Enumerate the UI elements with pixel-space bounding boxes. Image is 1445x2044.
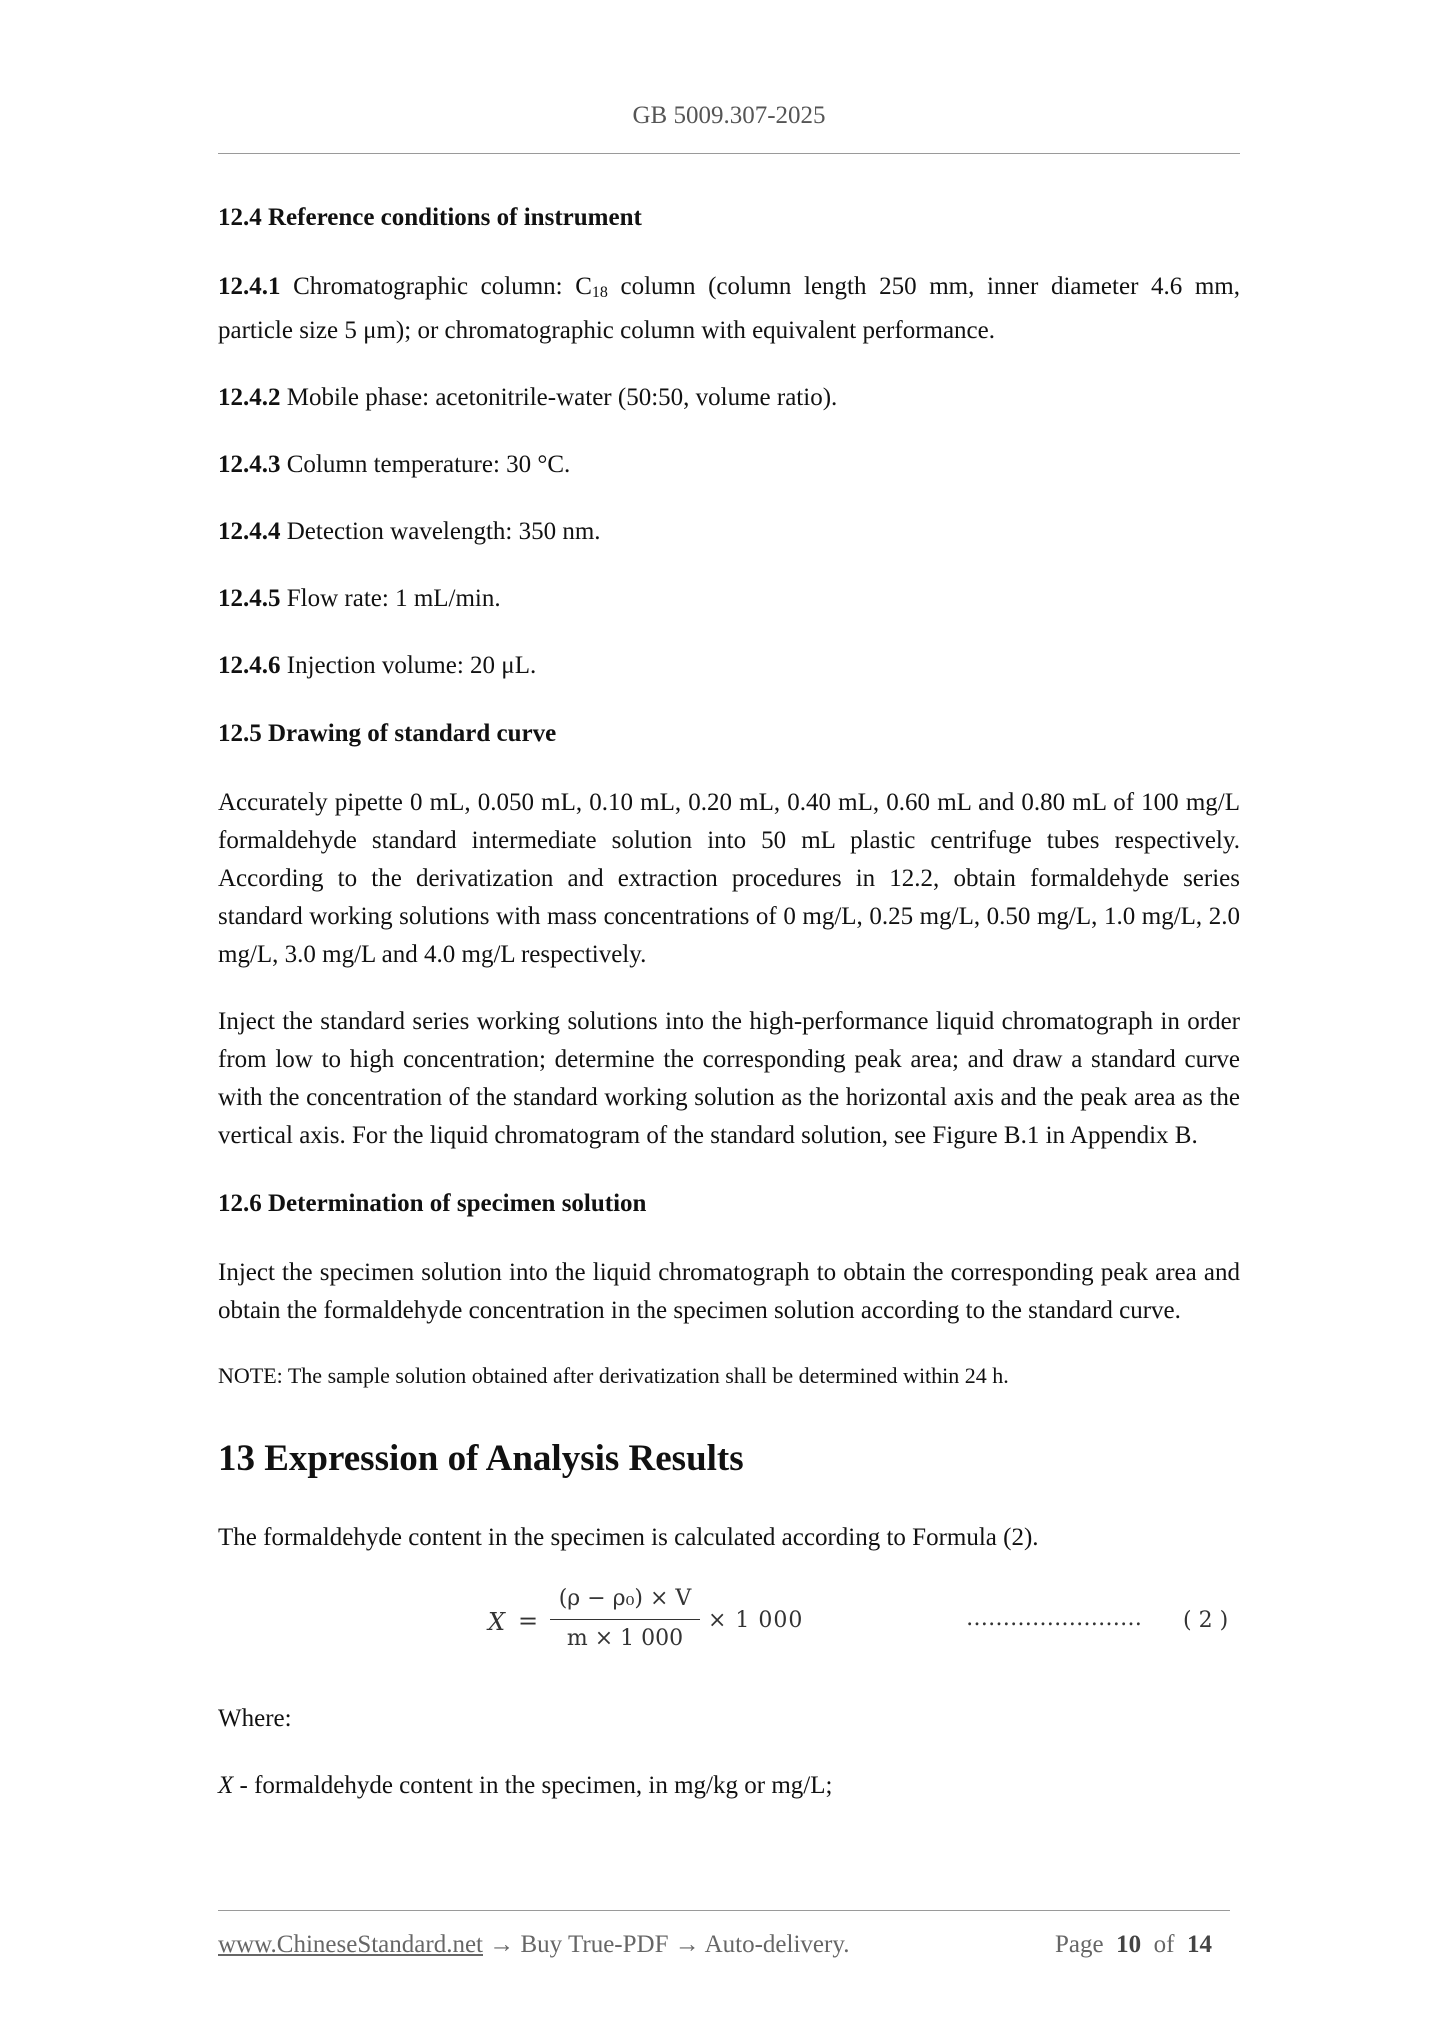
item-number: 12.4.6 bbox=[218, 652, 281, 679]
page-total: 14 bbox=[1186, 1931, 1212, 1958]
formula-number: ( 2 ) bbox=[1183, 1608, 1229, 1633]
of-label: of bbox=[1153, 1931, 1175, 1958]
item-text: Detection wavelength: 350 nm. bbox=[280, 518, 601, 545]
promo-text: → Buy True-PDF → Auto-delivery. bbox=[483, 1931, 850, 1958]
item-12-4-6 bbox=[218, 647, 1240, 685]
item-number: 12.4.4 bbox=[218, 518, 281, 545]
item-text: Mobile phase: acetonitrile-water (50:50, volume ratio). bbox=[280, 384, 838, 411]
section-12-6-heading: 12.6 Determination of specimen solution bbox=[218, 1190, 647, 1217]
variable-definition bbox=[218, 1767, 1240, 1805]
document-id-header: GB 5009.307-2025 bbox=[632, 102, 826, 129]
item-12-4-1 bbox=[218, 268, 1240, 350]
paragraph: Inject the specimen solution into the liquid chromatograph to obtain the corresponding peak area and obtain the formaldehyde concentration in the specimen solution according to the standard curve. bbox=[218, 1259, 1240, 1324]
formula-2 bbox=[218, 1586, 1240, 1672]
formula-denominator: m × 1 000 bbox=[566, 1626, 684, 1651]
paragraph: Inject the standard series working solutions into the high-performance liquid chromatograph in order from low to high concentration; determine the corresponding peak area; and draw a standard curve with the concentration of the standard working solution as the horizontal axis and the peak area as the vertical axis. For the liquid chromatogram of the standard solution, see Figure B.1 in Appendix B. bbox=[218, 1008, 1240, 1149]
subscript: 18 bbox=[591, 284, 608, 301]
item-number: 12.4.5 bbox=[218, 585, 281, 612]
paragraph: Accurately pipette 0 mL, 0.050 mL, 0.10 mL, 0.20 mL, 0.40 mL, 0.60 mL and 0.80 mL of 100 mg/L formaldehyde standard intermediate solution into 50 mL plastic centrifuge tubes respectively. According to the derivatization and extraction procedures in 12.2, obtain formaldehyde series standard working solutions with mass concentrations of 0 mg/L, 0.25 mg/L, 0.50 mg/L, 1.0 mg/L, 2.0 mg/L, 3.0 mg/L and 4.0 mg/L respectively. bbox=[218, 789, 1240, 968]
section-12-5-heading: 12.5 Drawing of standard curve bbox=[218, 720, 557, 747]
item-text: Flow rate: 1 mL/min. bbox=[280, 585, 501, 612]
variable-symbol: X bbox=[218, 1772, 234, 1799]
item-12-4-4 bbox=[218, 513, 1240, 551]
section-13-heading: 13 Expression of Analysis Results bbox=[218, 1438, 744, 1479]
page-indicator bbox=[1055, 1931, 1212, 1959]
formula-leader-dots: …………………… bbox=[966, 1606, 1142, 1631]
footer-promo bbox=[218, 1931, 849, 1959]
item-number: 12.4.1 bbox=[218, 273, 281, 300]
note: NOTE: The sample solution obtained after derivatization shall be determined within 24 h. bbox=[218, 1363, 1009, 1388]
where-label: Where: bbox=[218, 1705, 292, 1732]
item-12-4-2 bbox=[218, 379, 1240, 417]
site-link[interactable]: www.ChineseStandard.net bbox=[218, 1931, 483, 1958]
paragraph: The formaldehyde content in the specimen is calculated according to Formula (2). bbox=[218, 1524, 1039, 1551]
variable-description: - formaldehyde content in the specimen, in mg/kg or mg/L; bbox=[233, 1772, 833, 1799]
formula-multiplier: × 1 000 bbox=[708, 1608, 804, 1633]
formula-numerator: (ρ − ρ₀) × V bbox=[558, 1586, 692, 1611]
item-12-4-3 bbox=[218, 446, 1240, 484]
item-text: Chromatographic column: C bbox=[280, 273, 592, 300]
item-text: Column temperature: 30 °C. bbox=[280, 451, 571, 478]
item-text: Injection volume: 20 μL. bbox=[280, 652, 537, 679]
item-number: 12.4.2 bbox=[218, 384, 281, 411]
formula-lhs: X bbox=[488, 1608, 506, 1636]
page-label: Page bbox=[1055, 1931, 1104, 1958]
item-12-4-5 bbox=[218, 580, 1240, 618]
page-content bbox=[218, 198, 1240, 1834]
item-text: column (column length 250 mm, inner diameter 4.6 mm, particle size 5 μm); or chromatographic column with equivalent performance. bbox=[218, 273, 1241, 344]
footer-divider bbox=[218, 1910, 1230, 1911]
formula-equals: = bbox=[518, 1607, 539, 1635]
page-number: 10 bbox=[1116, 1931, 1142, 1958]
header-divider bbox=[218, 153, 1240, 154]
fraction-bar bbox=[550, 1619, 700, 1620]
section-12-4-heading: 12.4 Reference conditions of instrument bbox=[218, 204, 642, 231]
item-number: 12.4.3 bbox=[218, 451, 281, 478]
